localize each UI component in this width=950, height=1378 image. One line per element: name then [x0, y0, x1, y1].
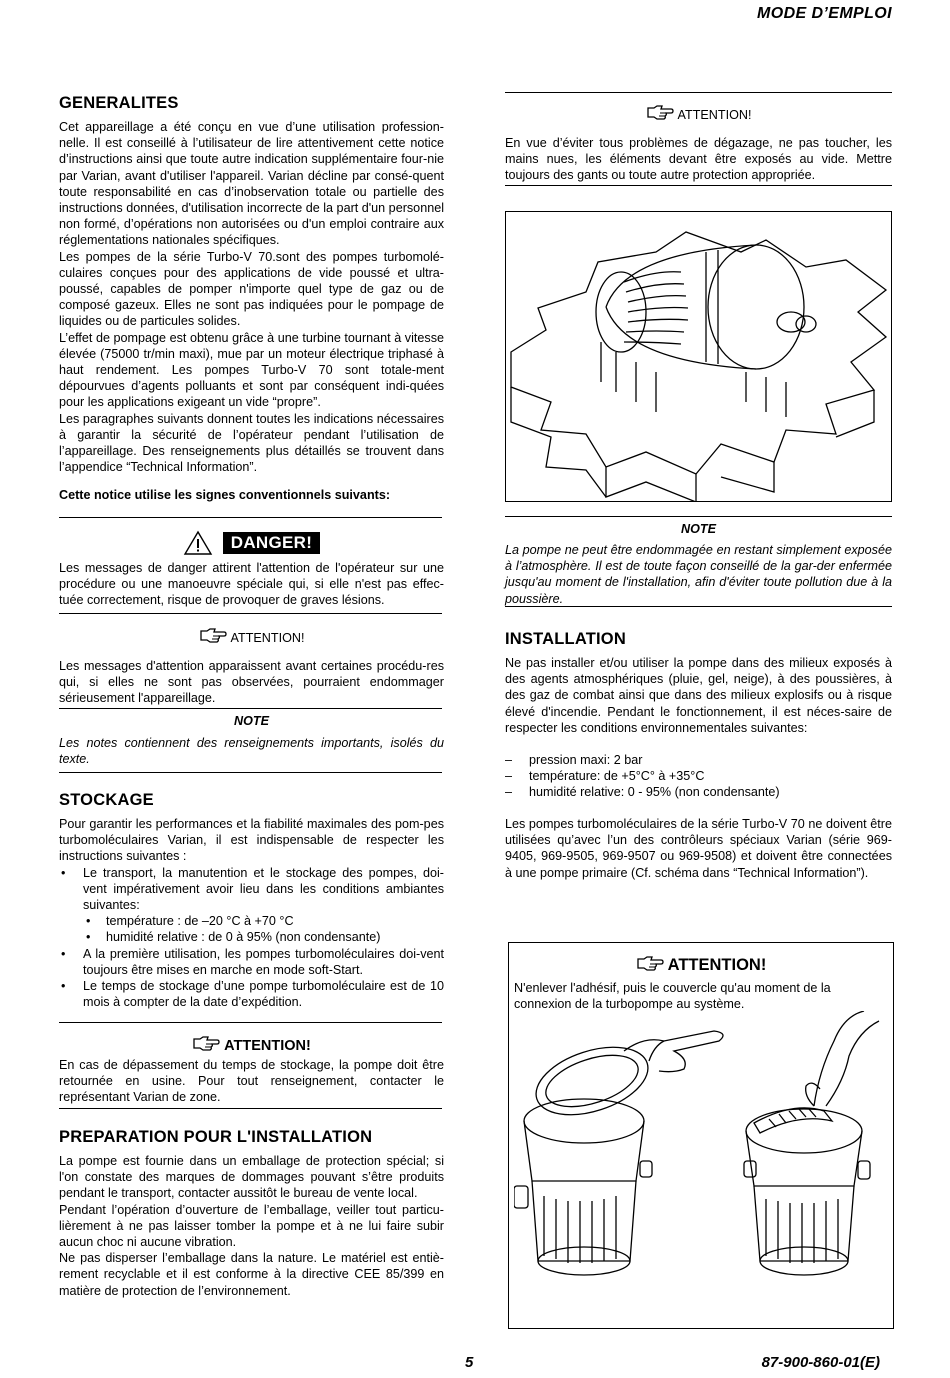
- attention-heading: [505, 104, 892, 123]
- divider: [59, 1022, 442, 1023]
- generalites-paragraph: L’effet de pompage est obtenu grâce à une turbine tournant à vitesse élevée (75000 tr/min maxi), mue par un moteur électrique triphasé à haut rendement. Les pompes Turbo-V 70 sont totale-ment dépourvues d’agents polluants et sont par conséquent indi-quées pour les applications exigeant un vide “propre”.: [59, 330, 444, 410]
- page-header-title: MODE D’EMPLOI: [757, 5, 892, 22]
- generalites-paragraph: Cet appareillage a été conçu en vue d’une utilisation profession-nelle. Il est conseillé à l’utilisateur de lire attentivement cette notice d’instructions ainsi que toute autre indication supplémentaire four-nie par Varian, avant d'utiliser l'appareil. Varian décline par consé-quent toute responsabilité en cas d’inobservation totale ou partielle des instructions données, d'utilisation incorrecte de la part d'un personnel non formé, d’opérations non autorisées ou d'un emploi contraire aux réglementations nationales spécifiques.: [59, 120, 444, 248]
- section-title-stockage: STOCKAGE: [59, 791, 154, 809]
- attention-text: En cas de dépassement du temps de stockage, la pompe doit être retournée en usine. Pour tout renseignement, contacter le représentant Varian de zone.: [59, 1058, 444, 1105]
- pump-on-foam-illustration: [505, 211, 892, 502]
- attention-label: ATTENTION!: [224, 1038, 311, 1054]
- note-text: La pompe ne peut être endommagée en restant simplement exposée à l’atmosphère. Il est de toute façon conseillé de la gar-der enfermée jusqu'au moment de l'installation, afin d'éviter toute pollution due à la poussière.: [505, 543, 892, 606]
- installation-intro: Ne pas installer et/ou utiliser la pompe dans des milieux exposés à des agents atmosphériques (pluie, gel, neige), à des poussières, à des gaz de combat ainsi que dans des milieux explosifs ou à risque élevé d'incendie. Pendant le fonctionnement, il est néces-saire de respecter les conditions environnementales suivantes:: [505, 656, 892, 735]
- generalites-paragraph: Les pompes de la série Turbo-V 70.sont des pompes turbomolé-culaires conçues pour des applications de vide poussé et ultra-poussé, capables de pomper n'importe quel type de gaz ou de composé gazeux. Elles ne sont pas indiquées pour le pompage de liquides ou de particules solides.: [59, 249, 444, 329]
- divider: [505, 516, 892, 517]
- section-title-preparation: PREPARATION POUR L'INSTALLATION: [59, 1128, 373, 1146]
- note-label: NOTE: [234, 714, 269, 728]
- preparation-body: [59, 1153, 444, 1299]
- divider: [59, 517, 442, 518]
- preparation-paragraph: La pompe est fournie dans un emballage de protection spécial; si l'on constate des marques de dommages pouvant s’être produits pendant le transport, contacter aussitôt le bureau de vente local.: [59, 1154, 444, 1201]
- list-item-text: Le transport, la manutention et le stockage des pompes, doi-vent impérativement avoir lieu dans les conditions ambiantes suivantes:: [83, 865, 444, 913]
- pointing-hand-icon: [646, 104, 674, 122]
- installation-controllers: Les pompes turbomoléculaires de la série Turbo-V 70 ne doivent être utilisées qu’avec l’un des contrôleurs spéciaux Varian (série 969-9405, 969-9505, 969-9507 ou 969-9508) et doivent être connectées à une pompe primaire (Cf. schéma dans “Technical Information”).: [505, 817, 892, 880]
- list-item: • Le temps de stockage d’une pompe turbomoléculaire est de 10 mois à compter de la date d’expédition.: [59, 978, 444, 1010]
- pointing-hand-icon: [199, 627, 227, 645]
- attention-text: Les messages d'attention apparaissent avant certaines procédu-res qui, si elles ne sont pas observées, pourraient endommager sérieusement l'appareillage.: [59, 659, 444, 706]
- list-item: • A la première utilisation, les pompes turbomoléculaires doi-vent toujours être mises en marche en mode soft-Start.: [59, 946, 444, 978]
- danger-label: DANGER!: [223, 532, 320, 554]
- divider: [59, 613, 442, 614]
- pump-in-packaging-drawing: [506, 212, 891, 501]
- stockage-list: [59, 865, 444, 1011]
- stockage-intro: Pour garantir les performances et la fiabilité maximales des pom-pes turbomoléculaires Varian, il est indispensable de respecter les instructions suivantes :: [59, 817, 444, 864]
- divider: [505, 92, 892, 93]
- section-title-generalites: GENERALITES: [59, 94, 179, 112]
- list-item: [59, 865, 444, 946]
- pointing-hand-icon: [192, 1035, 220, 1053]
- attention-text: En vue d’éviter tous problèmes de dégazage, ne pas toucher, les mains nues, les éléments devant être exposés au vide. Mettre toujours des gants ou toute autre protection appropriée.: [505, 136, 892, 183]
- pointing-hand-icon: [636, 955, 664, 973]
- divider: [505, 606, 892, 607]
- stockage-sublist: [59, 913, 444, 945]
- attention-label: ATTENTION!: [677, 108, 752, 122]
- condition-item: – pression maxi: 2 bar: [505, 752, 892, 768]
- note-label: NOTE: [681, 522, 716, 536]
- divider: [59, 1108, 442, 1109]
- divider: [59, 708, 442, 709]
- divider: [505, 185, 892, 186]
- attention-label: ATTENTION!: [230, 631, 305, 645]
- attention-text: N'enlever l'adhésif, puis le couvercle qu'au moment de la connexion de la turbopompe au système.: [514, 981, 831, 1012]
- sub-list-item: • température : de –20 °C à +70 °C: [59, 913, 444, 929]
- condition-item: – humidité relative: 0 - 95% (non condensante): [505, 784, 892, 800]
- generalites-body: [59, 119, 444, 475]
- preparation-paragraph: Ne pas disperser l’emballage dans la nature. Le matériel est entiè-rement recyclable et il est conforme à la directive CEE 85/399 en matière de protection de l’environnement.: [59, 1251, 444, 1298]
- attention-label: ATTENTION!: [667, 956, 767, 974]
- installation-conditions-list: [505, 752, 892, 801]
- document-number: 87-900-860-01(E): [761, 1354, 880, 1371]
- generalites-paragraph: Les paragraphes suivants donnent toutes les indications nécessaires à garantir la sécurité de l’opérateur pendant l’utilisation de l’appareillage. Des renseignements plus détaillés se trouvent dans l’appendice “Technical Information”.: [59, 411, 444, 475]
- danger-text: Les messages de danger attirent l'attention de l'opérateur sur une procédure ou une manoeuvre spéciale qui, si elle n'est pas effec-tuée correctement, risque de provoquer de graves lésions.: [59, 561, 444, 608]
- attention-heading: [59, 1035, 444, 1054]
- page-number: 5: [465, 1354, 474, 1371]
- conventions-intro: Cette notice utilise les signes conventionnels suivants:: [59, 488, 391, 502]
- danger-heading: [59, 530, 444, 556]
- warning-triangle-icon: [183, 530, 213, 556]
- attention-heading: [59, 627, 444, 646]
- divider: [59, 772, 442, 773]
- attention-heading: [509, 955, 893, 973]
- sub-list-item: • humidité relative : de 0 à 95% (non condensante): [59, 929, 444, 945]
- preparation-paragraph: Pendant l’opération d’ouverture de l’emballage, veiller tout particu-lièrement à ne pas laisser tomber la pompe et à ne lui faire subir aucun choc ni aucune vibration.: [59, 1202, 444, 1250]
- note-text: Les notes contiennent des renseignements importants, isolés du texte.: [59, 736, 444, 767]
- lid-removal-illustration: [514, 1011, 886, 1321]
- section-title-installation: INSTALLATION: [505, 630, 626, 648]
- condition-item: – température: de +5°C° à +35°C: [505, 768, 892, 784]
- stockage-body: [59, 816, 444, 1010]
- attention-box: [508, 942, 894, 1329]
